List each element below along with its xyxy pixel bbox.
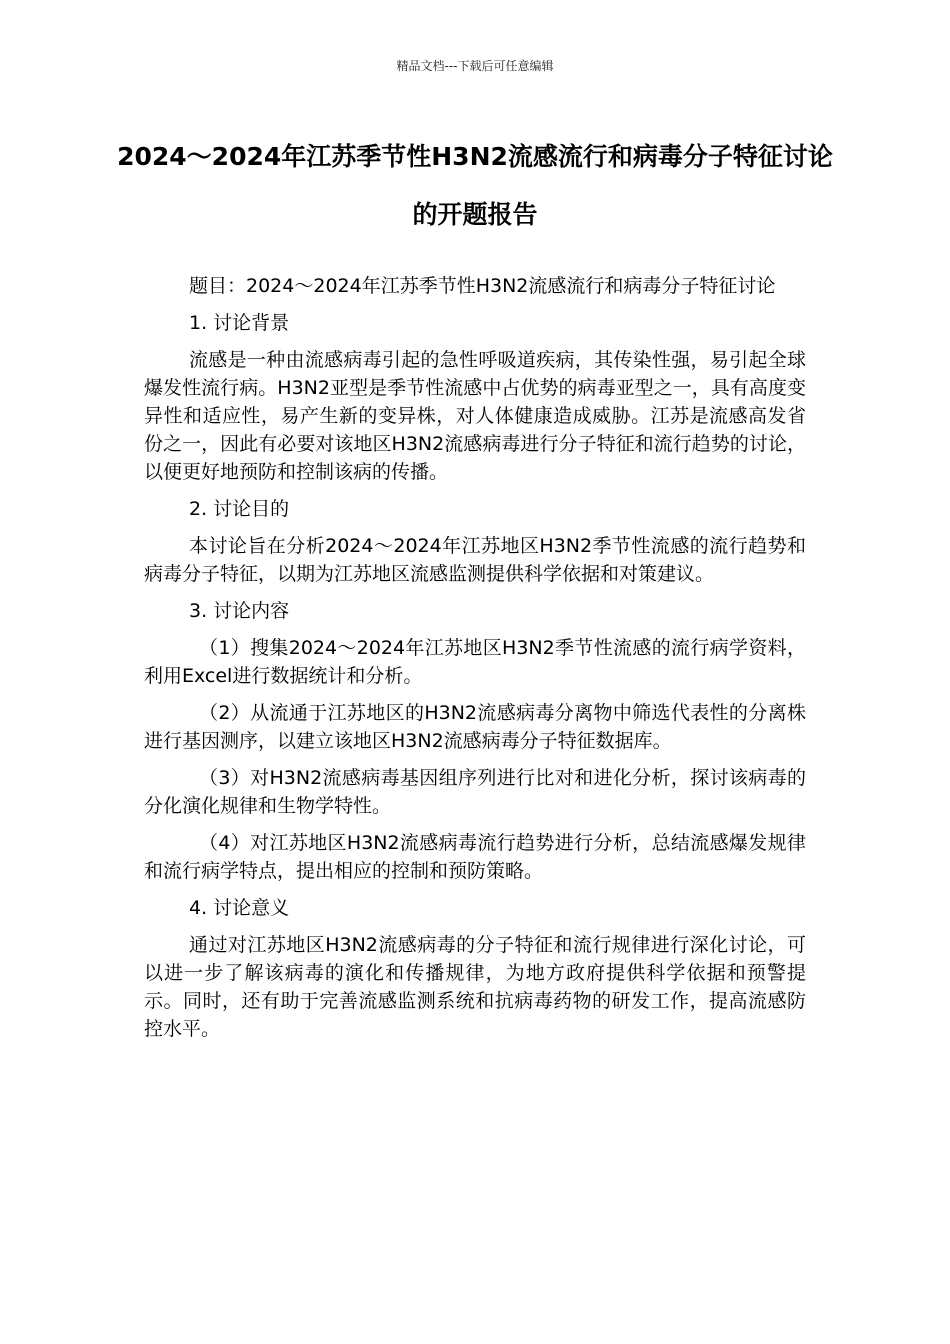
section-heading-background: 1. 讨论背景 xyxy=(189,312,290,334)
purpose-paragraph: 本讨论旨在分析2024～2024年江苏地区H3N2季节性流感的流行趋势和病毒分子特征，以期为江苏地区流感监测提供科学依据和对策建议。 xyxy=(144,535,806,585)
content-item-2: （2）从流通于江苏地区的H3N2流感病毒分离物中筛选代表性的分离株进行基因测序，以建立该地区H3N2流感病毒分子特征数据库。 xyxy=(144,702,806,752)
significance-paragraph: 通过对江苏地区H3N2流感病毒的分子特征和流行规律进行深化讨论，可以进一步了解该病毒的演化和传播规律，为地方政府提供科学依据和预警提示。同时，还有助于完善流感监测系统和抗病毒药物的研发工作，提高流感防控水平。 xyxy=(144,934,806,1040)
content-item-4: （4）对江苏地区H3N2流感病毒流行趋势进行分析，总结流感爆发规律和流行病学特点，提出相应的控制和预防策略。 xyxy=(144,832,806,882)
background-paragraph: 流感是一种由流感病毒引起的急性呼吸道疾病，其传染性强，易引起全球爆发性流行病。H3N2亚型是季节性流感中占优势的病毒亚型之一，具有高度变异性和适应性，易产生新的变异株，对人体健康造成威胁。江苏是流感高发省份之一，因此有必要对该地区H3N2流感病毒进行分子特征和流行趋势的讨论，以便更好地预防和控制该病的传播。 xyxy=(144,349,806,483)
document-title: 2024～2024年江苏季节性H3N2流感流行和病毒分子特征讨论的开题报告 xyxy=(117,142,833,229)
section-heading-purpose: 2. 讨论目的 xyxy=(189,498,290,520)
section-heading-content: 3. 讨论内容 xyxy=(189,600,290,622)
content-item-3: （3）对H3N2流感病毒基因组序列进行比对和进化分析，探讨该病毒的分化演化规律和生物学特性。 xyxy=(144,767,806,817)
content-item-1: （1）搜集2024～2024年江苏地区H3N2季节性流感的流行病学资料，利用Excel进行数据统计和分析。 xyxy=(144,637,806,687)
document-body xyxy=(144,272,806,1052)
page-header-note: 精品文档---下载后可任意编辑 xyxy=(396,59,554,73)
section-heading-significance: 4. 讨论意义 xyxy=(189,897,290,919)
subject-line: 题目：2024～2024年江苏季节性H3N2流感流行和病毒分子特征讨论 xyxy=(189,275,776,297)
